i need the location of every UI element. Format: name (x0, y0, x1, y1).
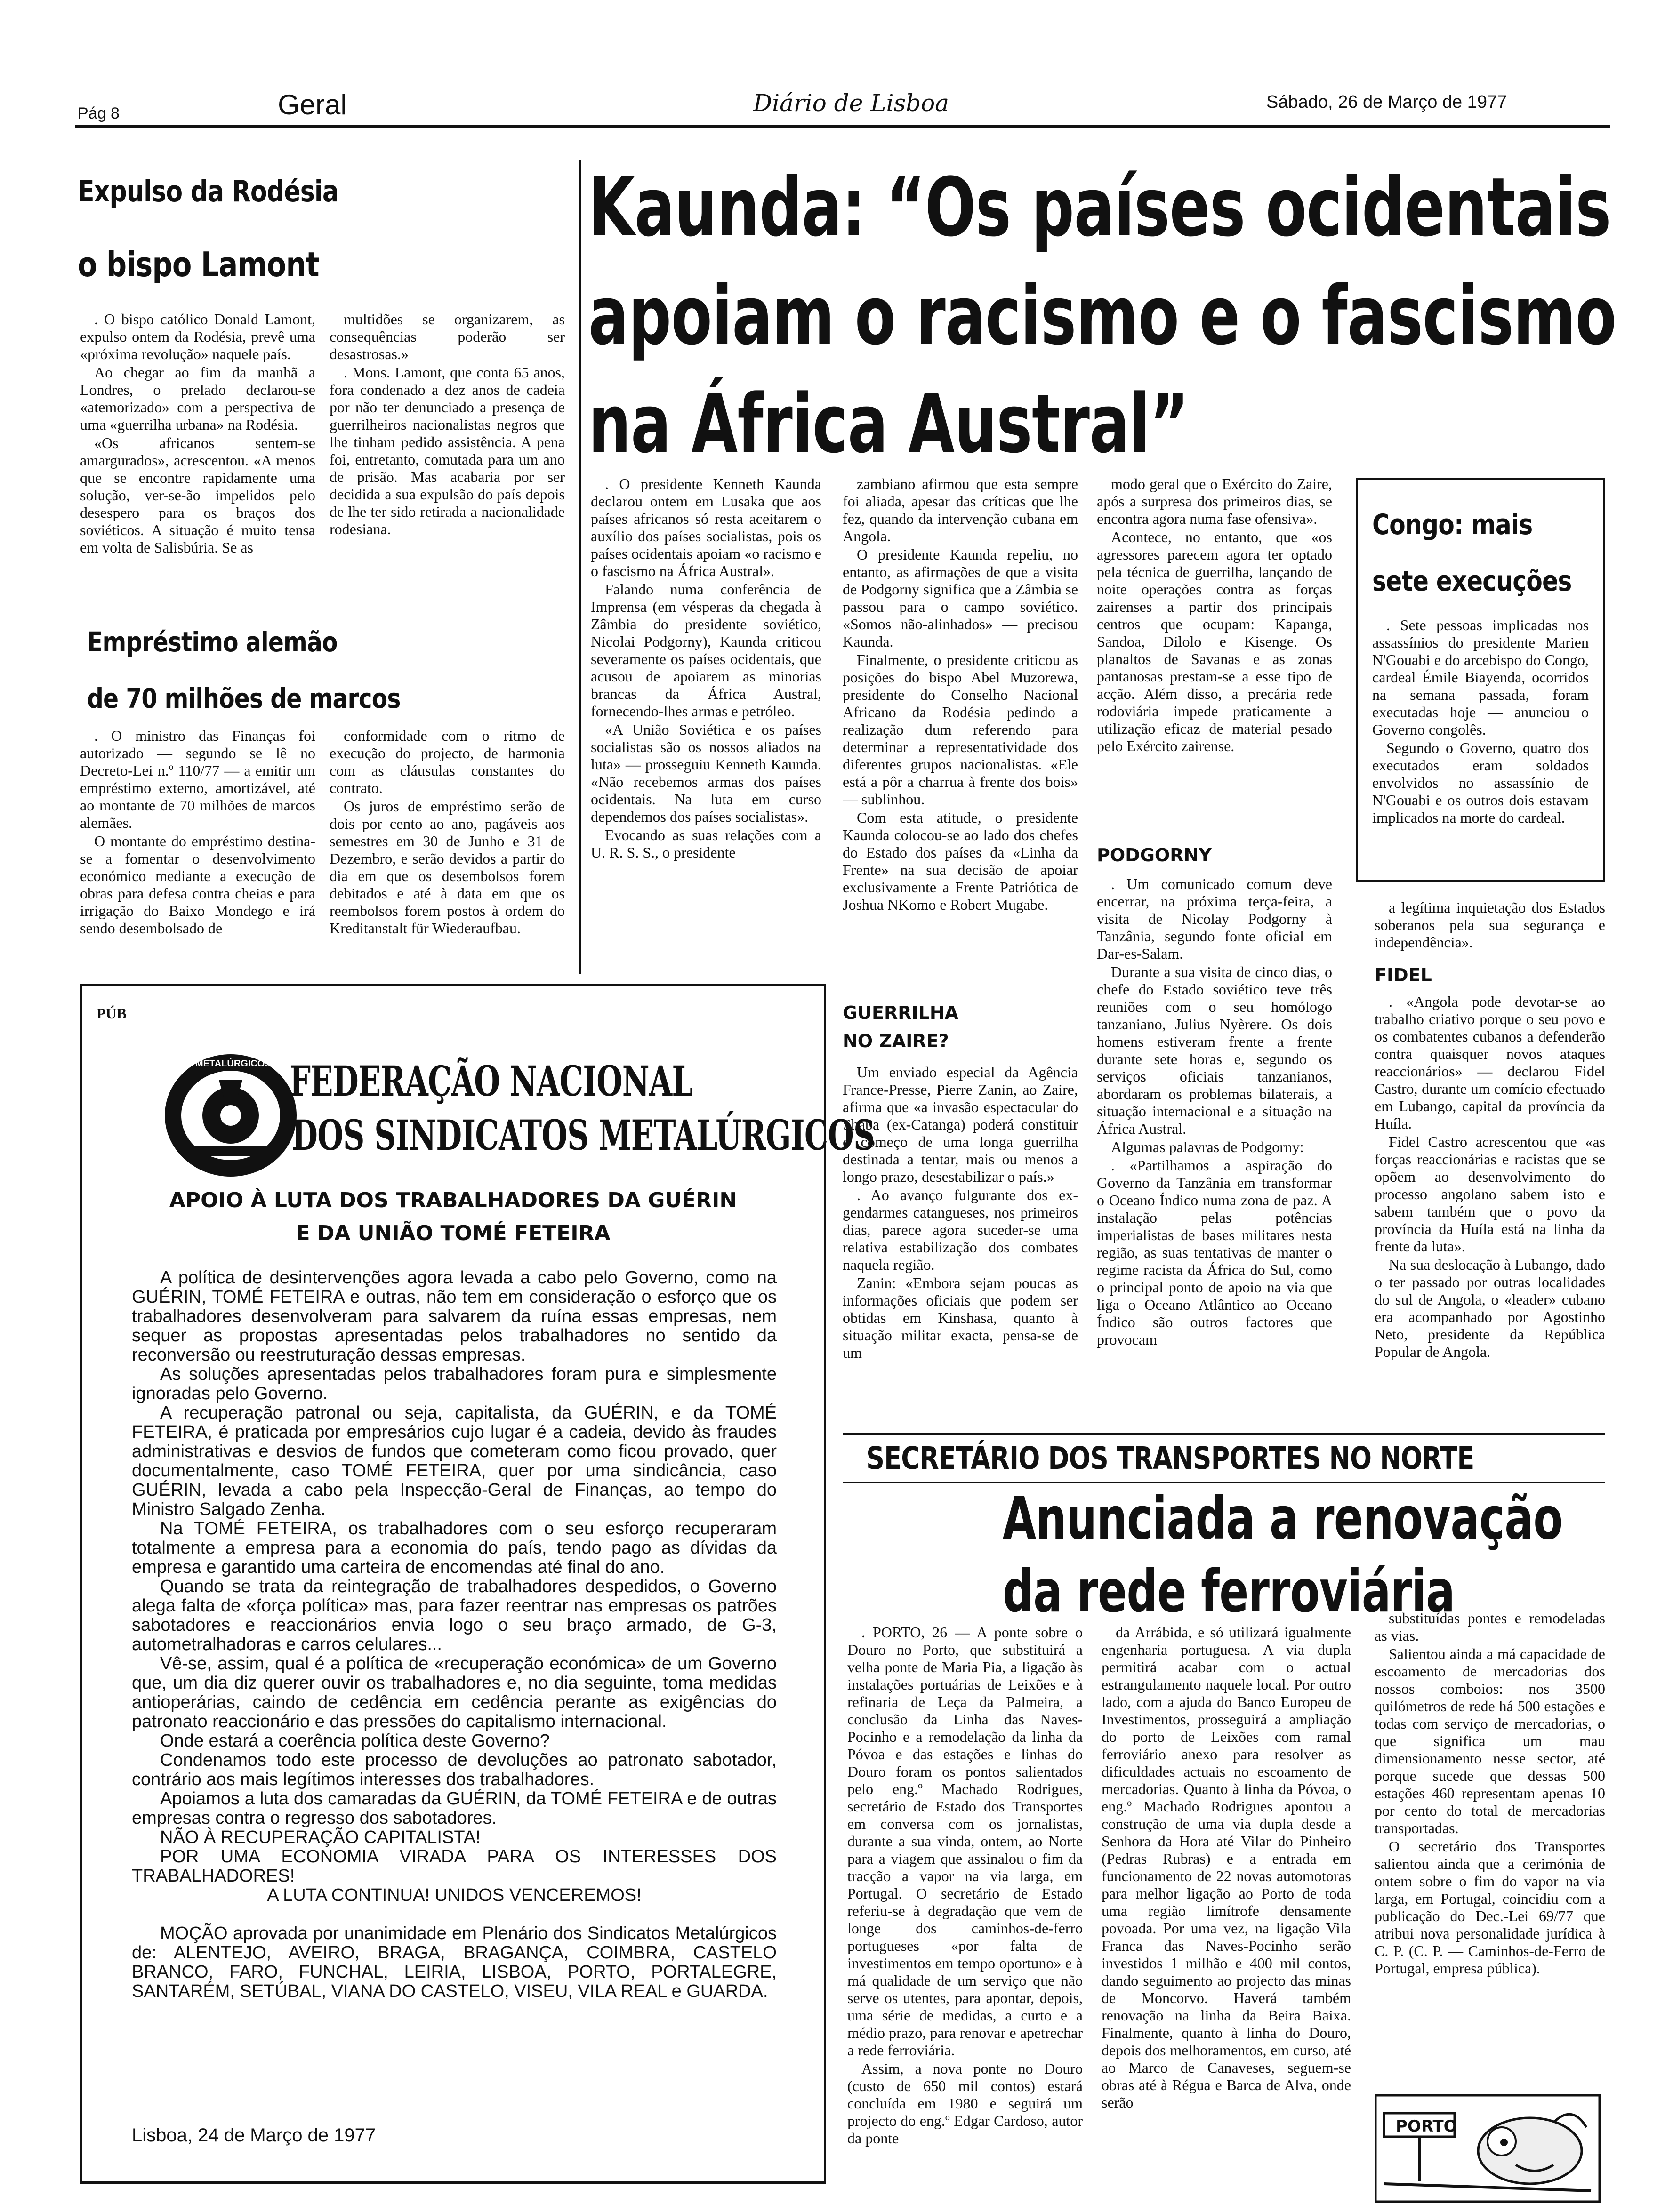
emprestimo-col-2 (330, 727, 565, 965)
kaunda-col-2b (843, 1064, 1078, 1426)
paragraph: . O bispo católico Donald Lamont, expulso ontem da Rodésia, prevê uma «próxima revolução» naquele país. (80, 311, 315, 362)
paragraph: . «Partilhamos a aspiração do Governo da Tanzânia em transformar o Oceano Índico numa zona de paz. A instalação pelas potências imperialistas de bases militares nesta região, as suas tentativas de manter o regime racista da África do Sul, como o principal ponto de apoio na via que liga o Oceano Atlântico ao Oceano Índico são outros factores que provocam (1097, 1157, 1332, 1348)
paragraph: . Mons. Lamont, que conta 65 anos, fora condenado a dez anos de cadeia por não ter denunciado a presença de guerrilheiros nacionalistas negros que lhe tinham pedido assistência. A pena foi, entretanto, comutada para um ano de prisão. Mas acabaria por ser decidida a sua expulsão do país depois de lhe ter sido retirada a nacionalidade rodesiana. (330, 364, 565, 537)
paragraph: multidões se organizarem, as consequências poderão ser desastrosas.» (330, 311, 565, 362)
paragraph: Evocando as suas relações com a U. R. S. S., o presidente (591, 826, 821, 861)
paragraph: Zanin: «Embora sejam poucas as informações oficiais que podem ser obtidas em Kinshasa, quanto à situação militar exacta, pensa-se de um (843, 1274, 1078, 1361)
issue-date: Sábado, 26 de Março de 1977 (1266, 92, 1507, 112)
paragraph: Um enviado especial da Agência France-Presse, Pierre Zanin, ao Zaire, afirma que «a invasão espectacular do Shaba (ex-Catanga) poderá constituir o começo de uma longa guerrilha destinada a tentar, mais ou menos a longo prazo, desestabilizar o país.» (843, 1064, 1078, 1185)
slogan: NÃO À RECUPERAÇÃO CAPITALISTA! (160, 1827, 481, 1847)
paragraph: . O presidente Kenneth Kaunda declarou ontem em Lusaka que aos países africanos só resta aceitarem o auxílio dos países socialistas, pois os países ocidentais apoiam «o racismo e o fascismo na África Austral». (591, 475, 821, 579)
paragraph: «Os africanos sentem-se amargurados», acrescentou. «A menos que se encontre rapidamente uma solução, ver-se-ão impelidos pelo desespero para os braços dos soviéticos. A situação é muito tensa em volta de Salisbúria. Se as (80, 434, 315, 556)
paragraph: Condenamos todo este processo de devoluções ao patronato sabotador, contrário aos mais legítimos interesses dos trabalhadores. (132, 1750, 777, 1789)
ad-signature: Lisboa, 24 de Março de 1977 (132, 2125, 376, 2146)
guerrilha-subhead-2: NO ZAIRE? (843, 1031, 949, 1051)
page-number: Pág 8 (78, 104, 120, 122)
congo-text (1372, 617, 1589, 873)
advertisement-box (80, 984, 875, 2184)
paragraph: modo geral que o Exército do Zaire, após a surpresa dos primeiros dias, se encontra agora numa fase ofensiva». (1097, 475, 1332, 527)
congo-box (1356, 478, 1605, 882)
paragraph: O montante do empréstimo destina-se a fomentar o desenvolvimento económico mediante a execução de obras para defesa contra cheias e para irrigação do Baixo Mondego e irá sendo desembolsado de (80, 833, 315, 937)
kaunda-headline-1: Kaunda: “Os países ocidentais (588, 160, 1611, 255)
paragraph: Finalmente, o presidente criticou as posições do bispo Abel Muzorewa, presidente do Conselho Nacional Africano da Rodésia pedindo a realização dum referendo para determinar a representatividade dos diferentes grupos nacionalistas. «Ele está a pôr a charrua à frente dos bois» — sublinhou. (843, 651, 1078, 808)
kaunda-col-3 (1097, 475, 1332, 805)
paragraph: Na TOMÉ FETEIRA, os trabalhadores com o seu esforço recuperaram totalmente a empresa para a economia do país, tendo pago as dívidas da empresa e garantido uma carteira de encomendas até final do ano. (132, 1519, 777, 1577)
section-rule (843, 1482, 1605, 1483)
ferrovia-kicker: SECRETÁRIO DOS TRANSPORTES NO NORTE (866, 1440, 1474, 1476)
rodesia-col-1 (80, 311, 315, 602)
paragraph: A recuperação patronal ou seja, capitalista, da GUÉRIN, e da TOMÉ FETEIRA, é praticada por empresários cujo lugar é a cadeia, devido às fraudes administrativas e desvios de fundos que cometeram como ficou provado, quer documentalmente, caso TOMÉ FETEIRA, quer por uma sindicância, caso GUÉRIN, levada a cabo pela Inspecção-Geral de Finanças, ao tempo do Ministro Salgado Zenha. (132, 1403, 777, 1519)
kaunda-headline-2: apoiam o racismo e o fascismo (588, 268, 1617, 363)
fidel-subhead: FIDEL (1375, 965, 1432, 986)
emprestimo-title: Empréstimo alemão (87, 626, 338, 658)
paragraph: a legítima inquietação dos Estados soberanos pela sua segurança e independência». (1375, 899, 1605, 951)
kaunda-col-2 (843, 475, 1078, 993)
column-divider (579, 160, 581, 974)
kaunda-col-1 (591, 475, 821, 974)
paragraph: . PORTO, 26 — A ponte sobre o Douro no Porto, que substituirá a velha ponte de Maria Pia, a ligação às instalações portuárias de Leixões e à refinaria de Leça da Palmeira, a conclusão da Linha das Naves-Pocinho e a remodelação da linha da Póvoa e das estações e linhas do Douro foram os pontos salientados pelo eng.º Machado Rodrigues, secretário de Estado dos Transportes em conversa com os jornalistas, durante a sua vinda, ontem, ao Norte para a viagem que assinalou o fim da tracção a vapor na via larga, em Portugal. O secretário de Estado referiu-se à degradação que vem de longe dos caminhos-de-ferro portugueses «por falta de investimentos em tempo oportuno» e à má qualidade de um serviço que não serve os utentes, para apontar, depois, uma série de medidas, a curto e a médio prazo, para renovar e apetrechar a rede ferroviária. (847, 1624, 1083, 2059)
slogan: A LUTA CONTINUA! UNIDOS VENCEREMOS! (267, 1885, 642, 1905)
paragraph: Fidel Castro acrescentou que «as forças reaccionárias e racistas que se opõem ao desenvolvimento do processo angolano sabem isto e sabem também que o povo da província da Huíla está na linha da frente da luta». (1375, 1133, 1605, 1255)
paragraph: Na sua deslocação à Lubango, dado o ter passado por outras localidades do sul de Angola, o «leader» cubano era acompanhado por Agostinho Neto, presidente da República Popular de Angola. (1375, 1256, 1605, 1360)
ad-headline-2: E DA UNIÃO TOMÉ FETEIRA (296, 1221, 611, 1245)
paragraph: Acontece, no entanto, que «os agressores parecem agora ter optado pela técnica de guerrilha, lançando de noite operações contra as forças zairenses a partir dos principais centros que ocupam: Kapanga, Sandoa, Dilolo e Kisenge. Os planaltos de Savanas e as zonas pantanosas prestam-se a esse tipo de acção. Além disso, a precária rede rodoviária impede praticamente a utilização eficaz de material pesado pelo Exército zairense. (1097, 529, 1332, 754)
rodesia-col-2 (330, 311, 565, 602)
union-logo (162, 1052, 299, 1179)
paragraph: Com esta atitude, o presidente Kaunda colocou-se ao lado dos chefes do Estado dos países da «Linha da Frente» na sua decisão de apoiar exclusivamente a Frente Patriótica de Joshua NKomo e Robert Mugabe. (843, 809, 1078, 913)
emprestimo-col-1 (80, 727, 315, 965)
ferrovia-headline-1: Anunciada a renovação (1003, 1485, 1563, 1553)
train-cartoon (1375, 2094, 1601, 2203)
paragraph: Salientou ainda a má capacidade de escoamento de mercadorias dos nossos comboios: nos 3500 quilómetros de rede há 500 estações e todas com serviço de mercadorias, o que significa um mau dimensionamento nesse sector, até porque sucede que dessas 500 estações 460 representam apenas 10 por cento do total de mercadorias transportadas. (1375, 1645, 1605, 1836)
kaunda-col-4 (1375, 899, 1605, 960)
paragraph: zambiano afirmou que esta sempre foi aliada, apesar das críticas que lhe fez, quando da intervenção cubana em Angola. (843, 475, 1078, 545)
paragraph: da Arrábida, e só utilizará igualmente engenharia portuguesa. A via dupla permitirá acabar com o actual estrangulamento naquele local. Por outro lado, com a ajuda do Banco Europeu de Investimentos, prosseguirá a ampliação do porto de Leixões com ramal ferroviário anexo para resolver as dificuldades actuais no escoamento de mercadorias. Quanto à linha da Póvoa, o eng.º Machado Rodrigues apontou a construção de uma via dupla desde a Senhora da Hora até Vilar do Pinheiro (Pedras Rubras) e a entrada em funcionamento de 22 novas automotoras para melhor ligação ao Porto de toda uma região limítrofe densamente povoada. Por uma vez, na ligação Vila Franca das Naves-Pocinho serão investidos 1 milhão e 400 mil contos, dando seguimento ao projecto das minas de Moncorvo. Haverá também renovação na linha da Beira Baixa. Finalmente, quanto à linha do Douro, depois dos melhoramentos, em curso, até ao Marco de Canaveses, seguem-se obras até à Régua e Barca de Alva, onde serão (1102, 1624, 1351, 2111)
paragraph: Falando numa conferência de Imprensa (em vésperas da chegada à Zâmbia do presidente soviético, Nicolai Podgorny), Kaunda criticou severamente os países ocidentais, que acusou de apoiarem as minorias brancas da África Austral, fornecendo-lhes armas e petróleo. (591, 581, 821, 720)
paragraph: Assim, a nova ponte no Douro (custo de 650 mil contos) estará concluída em 1980 e seguirá um projecto do eng.º Edgar Cardoso, autor da ponte (847, 2060, 1083, 2147)
paragraph: Algumas palavras de Podgorny: (1111, 1138, 1304, 1155)
paragraph: A política de desintervenções agora levada a cabo pelo Governo, como na GUÉRIN, TOMÉ FETEIRA e outras, não tem em consideração o esforço que os trabalhadores desenvolveram para salvarem da ruína essas empresas, nem sequer as propostas apresentadas pelos trabalhadores no sentido da reconversão ou reestruturação dessas empresas. (132, 1268, 777, 1365)
paragraph: . O ministro das Finanças foi autorizado — segundo se lê no Decreto-Lei n.º 110/77 — a emitir um empréstimo externo, amortizável, até ao montante de 70 milhões de marcos alemães. (80, 727, 315, 831)
paragraph: substituídas pontes e remodeladas as vias. (1375, 1610, 1605, 1644)
ferrovia-col-1 (847, 1624, 1083, 2207)
rodesia-title-2: o bispo Lamont (78, 245, 319, 284)
kaunda-col-4b (1375, 993, 1605, 1426)
paragraph: Ao chegar ao fim da manhã a Londres, o prelado declarou-se «atemorizado» com a perspectiva de uma «guerrilha urbana» na Rodésia. (80, 364, 315, 433)
ad-tag: PÚB (97, 1005, 127, 1022)
paragraph: «A União Soviética e os países socialistas são os nossos aliados na luta» — prosseguiu Kenneth Kaunda. «Não recebemos armas dos países ocidentais. Na luta em curso dependemos dos países socialistas». (591, 721, 821, 825)
union-name-1: FEDERAÇÃO NACIONAL (290, 1057, 693, 1106)
paragraph: . Ao avanço fulgurante dos ex-gendarmes catangueses, nos primeiros dias, parece agora suceder-se uma relativa estabilização dos combates naquela região. (843, 1186, 1078, 1273)
paragraph: Os juros de empréstimo serão de dois por cento ao ano, pagáveis aos semestres em 30 de Junho e 31 de Dezembro, e serão devidos a partir do dia em que os desembolsos forem debitados e até à data em que os reembolsos forem postos à ordem do Kreditanstalt für Wiederaufbau. (330, 798, 565, 937)
union-name-2: DOS SINDICATOS METALÚRGICOS (292, 1111, 875, 1160)
ferrovia-headline-2: da rede ferroviária (1003, 1558, 1455, 1626)
paragraph: O presidente Kaunda repeliu, no entanto, as afirmações de que a visita de Podgorny significa que a Zâmbia se passou para o campo soviético. «Somos não-alinhados» — precisou Kaunda. (843, 546, 1078, 650)
newspaper-name: Diário de Lisboa (753, 89, 949, 117)
masthead-rule (75, 125, 1610, 128)
paragraph: . Um comunicado comum deve encerrar, na próxima terça-feira, a visita de Nicolay Podgorny à Tanzânia, segundo fonte oficial em Dar-es-Salam. (1097, 875, 1332, 962)
kaunda-col-3b (1097, 875, 1332, 1426)
emprestimo-title-2: de 70 milhões de marcos (87, 682, 401, 714)
section-rule (843, 1433, 1605, 1435)
section-name: Geral (278, 89, 347, 120)
ferrovia-col-3 (1375, 1610, 1605, 2080)
ad-headline-1: APOIO À LUTA DOS TRABALHADORES DA GUÉRIN (169, 1188, 737, 1212)
guerrilha-subhead: GUERRILHA (843, 1002, 959, 1023)
paragraph: Segundo o Governo, quatro dos executados eram soldados envolvidos no assassínio de N'Gouabi e os outros dois estavam implicados na morte do cardeal. (1372, 739, 1589, 826)
congo-title: Congo: mais (1372, 508, 1533, 541)
ad-body (132, 1268, 777, 2036)
slogan: POR UMA ECONOMIA VIRADA PARA OS INTERESSES DOS TRABALHADORES! (132, 1847, 777, 1886)
rodesia-title: Expulso da Rodésia (78, 174, 339, 208)
paragraph: Onde estará a coerência política deste Governo? (160, 1731, 550, 1751)
congo-title-2: sete execuções (1372, 565, 1572, 598)
paragraph: Vê-se, assim, qual é a política de «recuperação económica» de um Governo que, um dia diz querer ouvir os trabalhadores e, no dia seguinte, toma medidas antioperárias, caindo de cedência em cedência perante as exigências do patronato reaccionário e das pressões do capitalismo internacional. (132, 1654, 777, 1731)
podgorny-subhead: PODGORNY (1097, 845, 1212, 866)
kaunda-headline-3: na África Austral” (588, 377, 1189, 471)
motion-text: MOÇÃO aprovada por unanimidade em Plenário dos Sindicatos Metalúrgicos de: ALENTEJO, AVEIRO, BRAGA, BRAGANÇA, COIMBRA, CASTELO BRANCO, FARO, FUNCHAL, LEIRIA, LISBOA, PORTO, PORTALEGRE, SANTARÉM, SETÚBAL, VIANA DO CASTELO, VISEU, VILA REAL e GUARDA. (132, 1923, 777, 2001)
paragraph: Durante a sua visita de cinco dias, o chefe do Estado soviético teve três reuniões com o seu homólogo tanzaniano, Julius Nyèrere. Os dois homens estiveram frente a frente durante sete horas e, segundo os serviços oficiais tanzanianos, abordaram os problemas bilaterais, a situação internacional e a situação na África Austral. (1097, 963, 1332, 1137)
paragraph: O secretário dos Transportes salientou ainda que a cerimónia de ontem sobre o fim do vapor na via larga, em Portugal, coincidiu com a publicação do Dec.-Lei 69/77 que atribui nova personalidade jurídica à C. P. (C. P. — Caminhos-de-Ferro de Portugal, empresa pública). (1375, 1838, 1605, 1977)
paragraph: As soluções apresentadas pelos trabalhadores foram pura e simplesmente ignoradas pelo Governo. (132, 1364, 777, 1403)
paragraph: Quando se trata da reintegração de trabalhadores despedidos, o Governo alega falta de «força política» mas, para fazer reentrar nas empresas os patrões sabotadores e reaccionários envia logo o seu braço armado, de G-3, autometralhadoras e carros celulares... (132, 1577, 777, 1654)
ferrovia-col-2 (1102, 1624, 1351, 2207)
paragraph: . Sete pessoas implicadas nos assassínios do presidente Marien N'Gouabi e do arcebispo do Congo, cardeal Émile Biayenda, ocorridos na semana passada, foram executadas hoje — anunciou o Governo congolês. (1372, 617, 1589, 738)
paragraph: conformidade com o ritmo de execução do projecto, de harmonia com as cláusulas constantes do contrato. (330, 727, 565, 796)
paragraph: . «Angola pode devotar-se ao trabalho criativo porque o seu povo e os combatentes cubanos a defenderão contra quaisquer novos ataques reaccionários» — declarou Fidel Castro, durante um comício efectuado em Lubango, capital da província da Huíla. (1375, 993, 1605, 1132)
paragraph: Apoiamos a luta dos camaradas da GUÉRIN, da TOMÉ FETEIRA e de outras empresas contra o regresso dos sabotadores. (132, 1789, 777, 1828)
cartoon-sign-text: PORTO (1396, 2117, 1457, 2136)
logo-text: METALÚRGICOS (195, 1058, 271, 1069)
